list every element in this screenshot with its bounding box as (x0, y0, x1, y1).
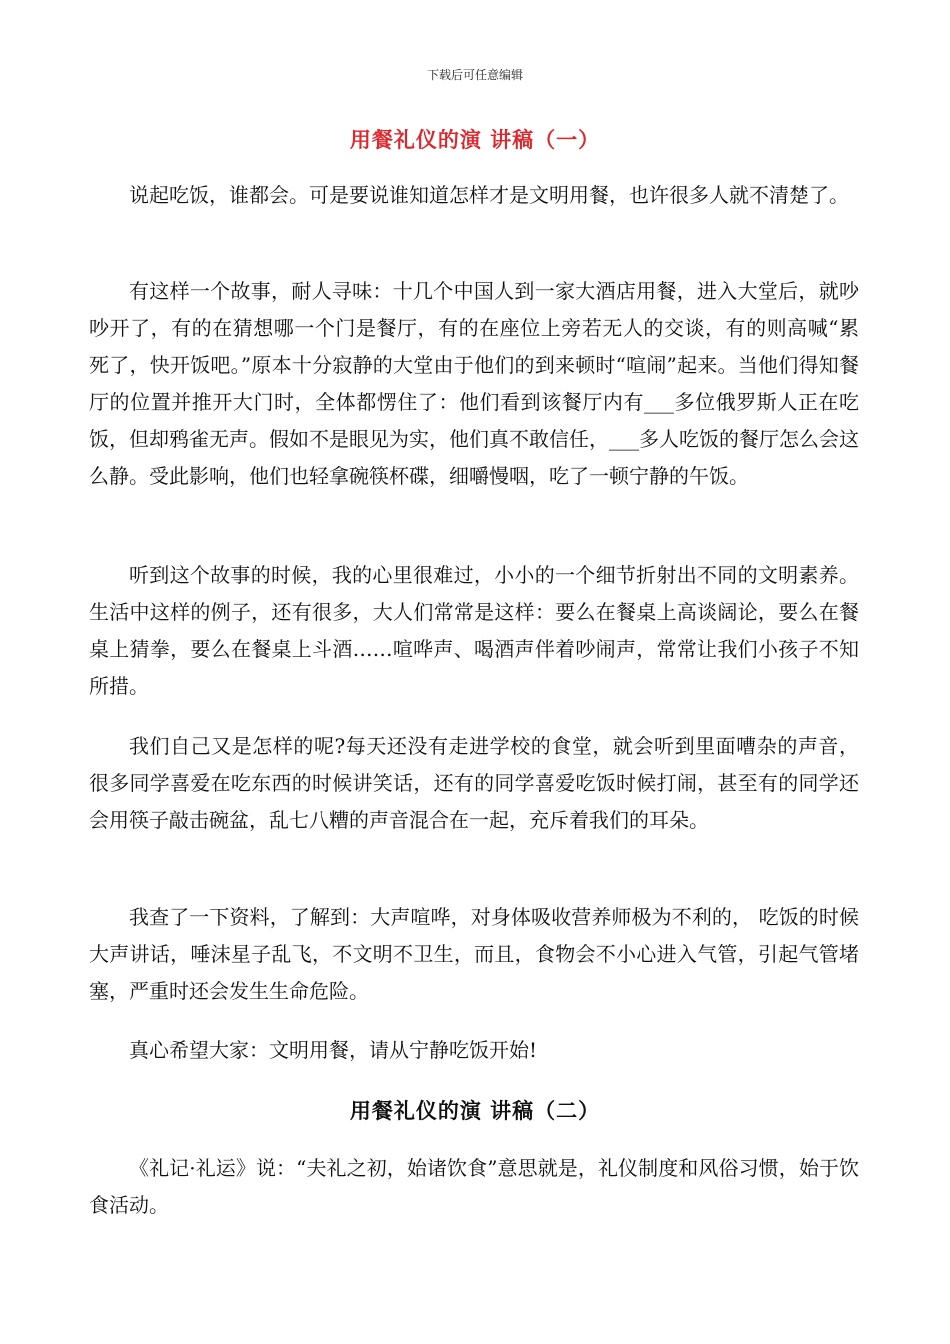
section2-title: 用餐礼仪的演 讲稿（二） (349, 1098, 601, 1123)
paragraph: 听到这个故事的时候，我的心里很难过，小小的一个细节折射出不同的文明素养。生活中这样的例子，还有很多，大人们常常是这样：要么在餐桌上高谈阔论，要么在餐桌上猜拳，要么在餐桌上斗酒……喧哗声、喝酒声伴着吵闹声，常常让我们小孩子不知所措。 (89, 563, 859, 698)
paragraph: 《礼记·礼运》说：“夫礼之初，始诸饮食”意思就是，礼仪制度和风俗习惯，始于饮食活动。 (89, 1156, 859, 1217)
paragraph: 说起吃饭，谁都会。可是要说谁知道怎样才是文明用餐，也许很多人就不清楚了。 (129, 183, 849, 207)
paragraph: 有这样一个故事，耐人寻味：十几个中国人到一家大酒店用餐，进入大堂后，就吵吵开了，有的在猜想哪一个门是餐厅，有的在座位上旁若无人的交谈，有的则高喊“累死了，快开饭吧。”原本十分寂静的大堂由于他们的到来顿时“喧闹”起来。当他们得知餐厅的位置并推开大门时，全体都愣住了：他们看到该餐厅内有___多位俄罗斯人正在吃饭，但却鸦雀无声。假如不是眼见为实，他们真不敢信任，___多人吃饭的餐厅怎么会这么静。受此影响，他们也轻拿碗筷杯碟，细嚼慢咽，吃了一顿宁静的午饭。 (89, 279, 859, 488)
paragraph: 我查了一下资料，了解到：大声喧哗，对身体吸收营养师极为不利的， 吃饭的时候大声讲话，唾沫星子乱飞，不文明不卫生，而且，食物会不小心进入气管，引起气管堵塞，严重时还会发生生命危险。 (89, 905, 859, 1003)
paragraph: 真心希望大家：文明用餐，请从宁静吃饭开始! (129, 1038, 538, 1062)
section1-title: 用餐礼仪的演 讲稿（一） (349, 127, 601, 152)
header-note: 下载后可任意编辑 (426, 68, 523, 82)
paragraph: 我们自己又是怎样的呢?每天还没有走进学校的食堂，就会听到里面嘈杂的声音，很多同学喜爱在吃东西的时候讲笑话，还有的同学喜爱吃饭时候打闹，甚至有的同学还会用筷子敲击碗盆，乱七八糟的声音混合在一起，充斥着我们的耳朵。 (89, 734, 859, 832)
